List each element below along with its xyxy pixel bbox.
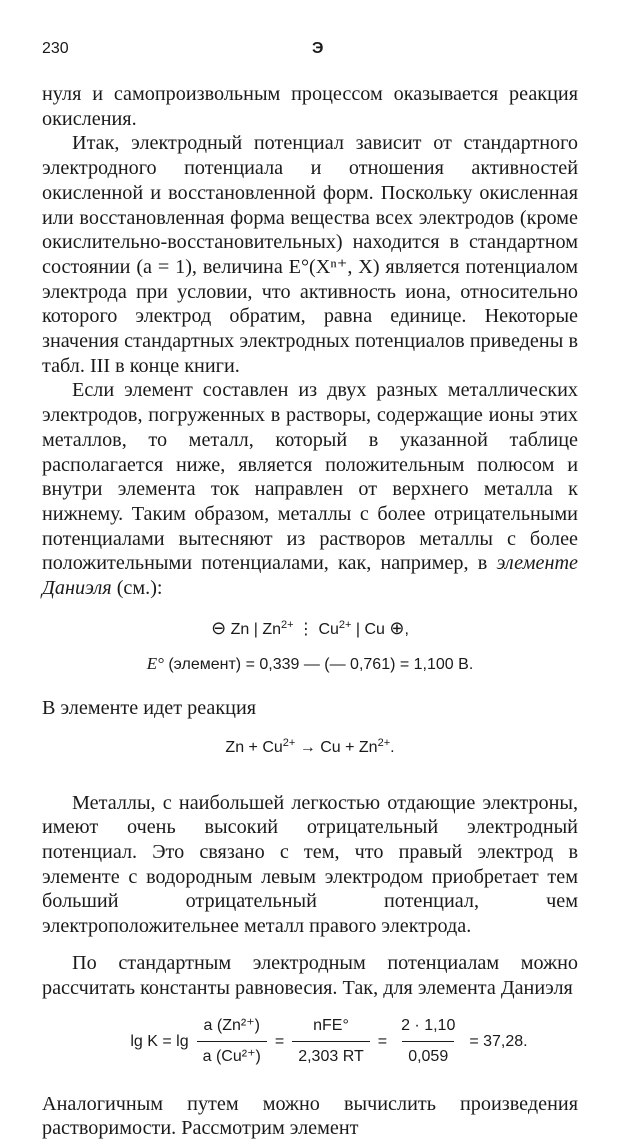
cell-right: | Cu	[351, 620, 390, 638]
equilibrium-result: = 37,28.	[469, 1032, 528, 1050]
reaction-lhs: Zn + Cu	[225, 738, 283, 756]
equals-sign-1: =	[274, 1032, 285, 1050]
paragraph-3	[42, 378, 578, 600]
paragraph-3-text: Если элемент составлен из двух разных металлических электродов, погруженных в растворы, содержащие ионы этих металлов, то металл, который в указанной таблице располагается ниже, является положительным полюсом и внутри элемента ток направлен от верхнего металла к нижнему. Таким образом, металлы с более отрицательными потенциалами вытесняют из растворов металлы с более положительными потенциалами, как, например, в	[42, 379, 578, 575]
paragraph-2: Итак, электродный потенциал зависит от стандартного электродного потенциала и отношения активностей окисленной и восстановленной форм. Поскольку окисленная или восстановленная форма вещества всех электродов (кроме окислительно-восстановительных) находится в стандартном состоянии (a = 1), величина E°(Xⁿ⁺, X) является потенциалом электрода при условии, что активность иона, относительно которого электрод обратим, равна единице. Некоторые значения стандартных электродных потенциалов приведены в табл. III в конце книги.	[42, 132, 578, 377]
cell-left: Zn | Zn	[230, 620, 281, 638]
reaction-equation	[42, 731, 578, 761]
paragraph-3-tail: (см.):	[116, 577, 163, 600]
equilibrium-lhs: lg K = lg	[130, 1032, 189, 1050]
nfe-ratio-denominator: 2,303 RT	[292, 1041, 370, 1070]
equals-sign-2: =	[377, 1032, 388, 1050]
emf-symbol: E°	[146, 654, 164, 674]
nfe-ratio-numerator: nFE°	[313, 1017, 349, 1035]
page-number: 230	[42, 40, 69, 57]
paragraph-7: Аналогичным путем можно вычислить произведения растворимости. Рассмотрим элемент	[42, 1092, 578, 1140]
negative-pole-icon: ⊖	[211, 617, 227, 638]
cell-right-charge: 2+	[338, 618, 352, 631]
numeric-ratio	[395, 1014, 461, 1069]
positive-pole-icon: ⊕	[389, 617, 405, 638]
numeric-ratio-numerator: 2 · 1,10	[401, 1017, 456, 1035]
running-head: Э	[312, 40, 324, 57]
paragraph-6: По стандартным электродным потенциалам можно рассчитать константы равновесия. Так, для элемента Даниэля	[42, 951, 578, 999]
equilibrium-equation	[80, 1014, 578, 1069]
activity-ratio	[197, 1014, 267, 1069]
nfe-ratio	[292, 1014, 370, 1069]
cell-junction: ⋮ Cu	[293, 620, 339, 638]
cell-end: ,	[404, 620, 409, 638]
emf-label: (элемент)	[163, 656, 246, 674]
numeric-ratio-denominator: 0,059	[402, 1041, 454, 1070]
activity-ratio-numerator: a (Zn²⁺)	[203, 1017, 260, 1035]
paragraph-1: нуля и самопроизвольным процессом оказывается реакция окисления.	[42, 83, 578, 130]
reaction-arrow: →	[295, 738, 321, 756]
paragraph-5: Металлы, с наибольшей легкостью отдающие электроны, имеют очень высокий отрицательный электродный потенциал. Это связано с тем, что правый электрод в элементе с водородным левым электродом приобретает тем больший отрицательный потенциал, чем электроположительнее металл правого электрода.	[42, 791, 578, 938]
emf-expression: = 0,339 — (— 0,761) = 1,100 В.	[245, 656, 474, 674]
reaction-end: .	[390, 738, 395, 756]
page-header	[42, 40, 575, 64]
paragraph-4: В элементе идет реакция	[42, 697, 257, 720]
activity-ratio-denominator: a (Cu²⁺)	[197, 1041, 267, 1070]
daniell-cell-term: элементе Даниэля	[42, 552, 578, 600]
reaction-rhs-charge: 2+	[377, 736, 391, 749]
cell-left-charge: 2+	[281, 618, 294, 631]
body-text	[42, 82, 578, 1141]
reaction-lhs-charge: 2+	[282, 736, 296, 749]
emf-equation	[42, 652, 578, 678]
cell-scheme	[42, 613, 578, 643]
reaction-rhs: Cu + Zn	[320, 738, 378, 756]
